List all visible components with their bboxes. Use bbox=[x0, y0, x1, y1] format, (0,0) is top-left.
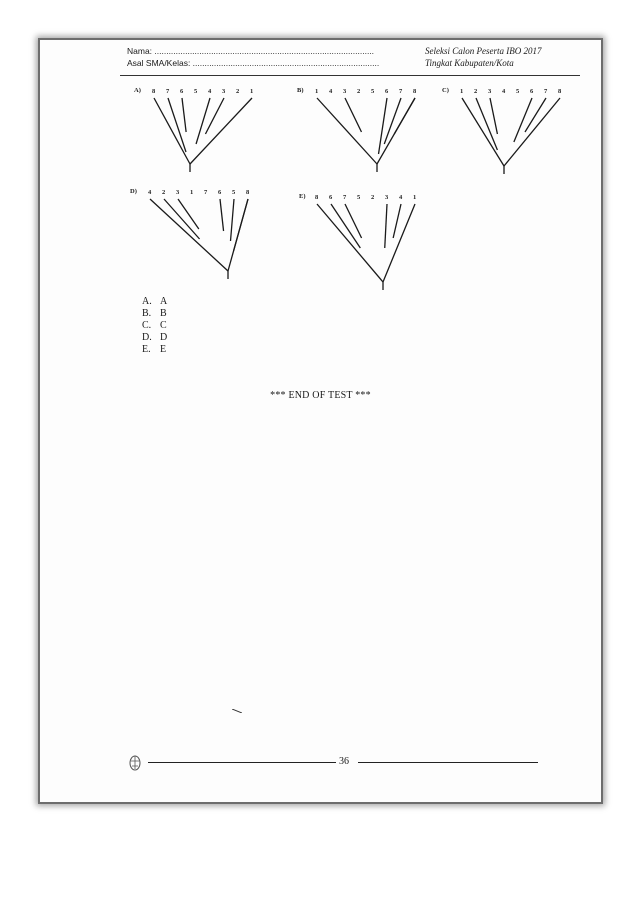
taxon-label: 1 bbox=[460, 88, 464, 95]
exam-level: Tingkat Kabupaten/Kota bbox=[425, 58, 514, 68]
tree-branch bbox=[385, 204, 387, 248]
tree-diagram-c bbox=[442, 86, 592, 186]
taxon-label: 5 bbox=[516, 88, 520, 95]
footer-rule-right bbox=[358, 762, 538, 763]
taxon-label: 5 bbox=[232, 189, 236, 196]
taxon-label: 8 bbox=[152, 88, 156, 95]
asal-sma-field-label: Asal SMA/Kelas: ............................................................................... bbox=[127, 58, 380, 68]
tree-option-letter: C) bbox=[442, 87, 449, 94]
tree-branch bbox=[154, 98, 190, 164]
tree-option-letter: A) bbox=[134, 87, 141, 94]
tree-option-letter: D) bbox=[130, 188, 137, 195]
taxon-label: 4 bbox=[208, 88, 212, 95]
choice-key: B. bbox=[142, 308, 152, 319]
pen-mark bbox=[232, 709, 242, 713]
choice-e[interactable] bbox=[142, 344, 167, 356]
tree-branch bbox=[379, 98, 387, 154]
footer-rule-left bbox=[148, 762, 336, 763]
tree-branch bbox=[490, 98, 497, 134]
choice-key: D. bbox=[142, 332, 152, 343]
tree-diagram-b bbox=[297, 86, 447, 186]
tree-branch bbox=[345, 98, 361, 132]
choice-value: E bbox=[160, 344, 167, 355]
tree-branch bbox=[234, 199, 248, 251]
page-number: 36 bbox=[336, 756, 352, 767]
taxon-label: 7 bbox=[343, 194, 347, 201]
taxon-label: 6 bbox=[218, 189, 222, 196]
taxon-label: 6 bbox=[385, 88, 389, 95]
tree-branch bbox=[231, 199, 235, 241]
taxon-label: 8 bbox=[246, 189, 250, 196]
taxon-label: 7 bbox=[166, 88, 170, 95]
taxon-label: 2 bbox=[371, 194, 375, 201]
answer-choices bbox=[142, 296, 167, 356]
tree-diagram-e bbox=[299, 192, 449, 292]
choice-key: E. bbox=[142, 344, 151, 355]
taxon-label: 2 bbox=[236, 88, 240, 95]
choice-key: C. bbox=[142, 320, 152, 331]
tree-option-b bbox=[297, 86, 447, 186]
taxon-label: 8 bbox=[315, 194, 319, 201]
tree-branch bbox=[182, 98, 186, 132]
taxon-label: 2 bbox=[474, 88, 478, 95]
taxon-label: 8 bbox=[413, 88, 417, 95]
taxon-label: 3 bbox=[176, 189, 180, 196]
choice-a[interactable] bbox=[142, 296, 167, 308]
choice-key: A. bbox=[142, 296, 152, 307]
tree-branch bbox=[383, 204, 415, 282]
choice-b[interactable] bbox=[142, 308, 167, 320]
taxon-label: 1 bbox=[250, 88, 254, 95]
choice-value: C bbox=[160, 320, 167, 331]
taxon-label: 5 bbox=[194, 88, 198, 95]
tree-branch bbox=[196, 98, 210, 144]
tree-branch bbox=[190, 98, 252, 164]
tree-branch bbox=[394, 98, 415, 134]
exam-title: Seleksi Calon Peserta IBO 2017 bbox=[425, 46, 542, 56]
nama-field-label: Nama: ............................................................................................. bbox=[127, 46, 375, 56]
tree-option-a bbox=[134, 86, 284, 186]
taxon-label: 5 bbox=[357, 194, 361, 201]
taxon-label: 8 bbox=[558, 88, 562, 95]
taxon-label: 4 bbox=[502, 88, 506, 95]
choice-d[interactable] bbox=[142, 332, 167, 344]
taxon-label: 7 bbox=[204, 189, 208, 196]
tree-diagram-d bbox=[130, 187, 280, 287]
choice-value: D bbox=[160, 332, 168, 343]
tree-option-e bbox=[299, 192, 449, 292]
tree-option-c bbox=[442, 86, 592, 186]
taxon-label: 7 bbox=[544, 88, 548, 95]
taxon-label: 3 bbox=[385, 194, 389, 201]
taxon-label: 7 bbox=[399, 88, 403, 95]
taxon-label: 1 bbox=[315, 88, 319, 95]
end-of-test-text: *** END OF TEST *** bbox=[270, 390, 371, 401]
exam-page bbox=[38, 38, 603, 804]
taxon-label: 3 bbox=[343, 88, 347, 95]
tree-branch bbox=[504, 98, 560, 166]
header-divider bbox=[120, 75, 580, 76]
tree-branch bbox=[317, 98, 377, 164]
taxon-label: 1 bbox=[413, 194, 417, 201]
choice-value: B bbox=[160, 308, 167, 319]
taxon-label: 6 bbox=[530, 88, 534, 95]
tree-branch bbox=[393, 204, 401, 238]
tree-option-d bbox=[130, 187, 280, 287]
taxon-label: 4 bbox=[329, 88, 333, 95]
taxon-label: 2 bbox=[357, 88, 361, 95]
tree-branch bbox=[462, 98, 504, 166]
taxon-label: 6 bbox=[180, 88, 184, 95]
tree-branch bbox=[150, 199, 228, 271]
tree-branch bbox=[345, 204, 362, 238]
tree-branch bbox=[476, 98, 497, 150]
tree-branch bbox=[178, 199, 199, 229]
taxon-label: 4 bbox=[148, 189, 152, 196]
choice-c[interactable] bbox=[142, 320, 167, 332]
choice-value: A bbox=[160, 296, 168, 307]
taxon-label: 6 bbox=[329, 194, 333, 201]
taxon-label: 2 bbox=[162, 189, 166, 196]
tree-diagram-a bbox=[134, 86, 284, 186]
tree-option-letter: B) bbox=[297, 87, 304, 94]
ibo-emblem-icon bbox=[128, 752, 142, 772]
taxon-label: 4 bbox=[399, 194, 403, 201]
taxon-label: 3 bbox=[222, 88, 226, 95]
tree-branch bbox=[220, 199, 224, 231]
tree-option-letter: E) bbox=[299, 193, 306, 200]
taxon-label: 5 bbox=[371, 88, 375, 95]
taxon-label: 3 bbox=[488, 88, 492, 95]
taxon-label: 1 bbox=[190, 189, 194, 196]
